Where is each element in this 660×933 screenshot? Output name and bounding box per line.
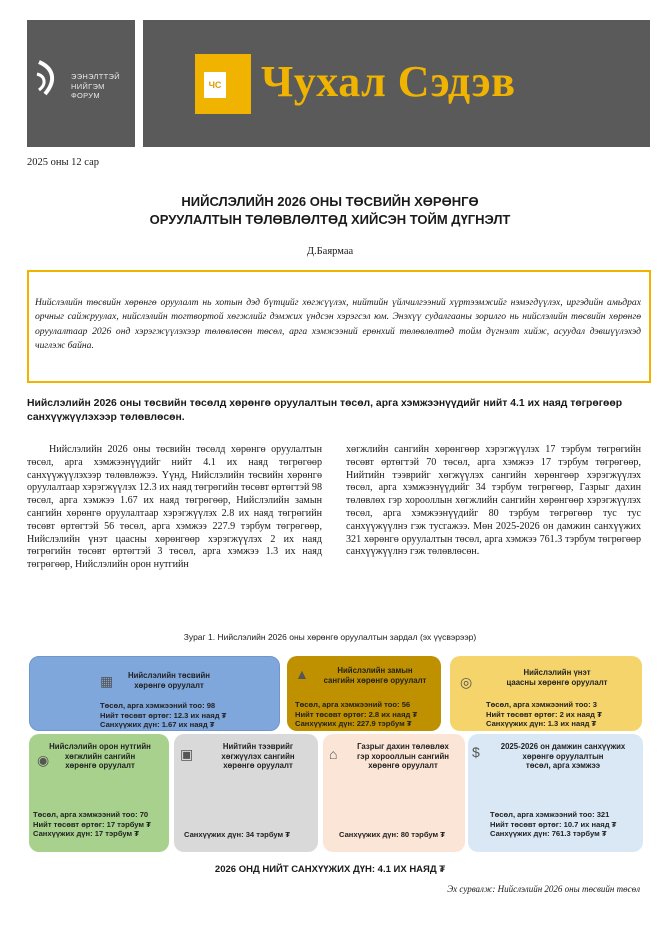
brand-badge-text: ЧС [204, 72, 226, 98]
box-road-fund-investment [287, 656, 441, 731]
author: Д.Баярмаа [306, 246, 354, 257]
box-securities-investment [450, 656, 642, 731]
body-column-right: хөгжлийн сангийн хөрөнгөөр хэрэгжүүлэх 17 тэрбум төгрөгийн төсөвт өртөгтэй 70 төсөл, арга хэмжээ 17 тэрбум төгрөгөөр, Нийтийн тээврийг хөгжүүлэх сангийн хөрөнгөөр хэрэгжүүлэх төсөл, арга хэмжээнүүдийг 34 тэрбум төгрөгөөр, Газрыг дахин төлөвлөх гэр хорооллын хөгжлийн сангийн хөрөнгөөр хэрэгжүүлэх төсөл, арга хэмжээнүүдийг 80 тэрбум төгрөгөөр тус тус санхүүжүүлнэ гэж тусгажээ. Мөн 2025-2026 он дамжин санхүүжих 321 хөрөнгө оруулалтын төсөл, арга хэмжээ 761.3 тэрбум төгрөгөөр санхүүжүүлнэ гэж төлөвлөсөн. [346, 444, 641, 558]
figure-caption: Зураг 1. Нийслэлийн 2026 оны хөрөнгө оруулалтын зардал (эх үүсвэрээр) [183, 632, 477, 642]
box-details: Төсөл, арга хэмжээний тоо: 321 Нийт төсөвт өртөг: 10.7 их наяд ₮ Санхүүжих дүн: 761.3 тэрбум ₮ [490, 810, 617, 839]
house-icon: ⌂ [329, 746, 338, 762]
location-icon: ◉ [37, 752, 50, 768]
forum-name: ЭЭНЭЛТТЭЙ НИЙГЭМ ФОРУМ [71, 72, 120, 100]
box-title: Нийслэлийн орон нутгийн хөгжлийн сангийн хөрөнгө оруулалт [49, 742, 151, 770]
box-details: Төсөл, арга хэмжээний тоо: 56 Нийт төсөвт өртөг: 2.8 их наяд ₮ Санхүүжих дүн: 227.9 тэрбум ₮ [295, 700, 418, 729]
box-details: Төсөл, арга хэмжээний тоо: 98 Нийт төсөвт өртөг: 12.3 их наяд ₮ Санхүүжих дүн: 1.67 их наяд ₮ [100, 701, 227, 730]
money-bag-icon: $ [472, 744, 480, 760]
forum-logo-panel [27, 20, 135, 147]
box-details: Төсөл, арга хэмжээний тоо: 3 Нийт төсөвт өртөг: 2 их наяд ₮ Санхүүжих дүн: 1.3 их наяд ₮ [486, 700, 602, 729]
bus-icon: ▣ [180, 746, 194, 762]
box-title: 2025-2026 он дамжин санхүүжих хөрөнгө оруулалтын төсөл, арга хэмжээ [500, 742, 626, 770]
box-multiyear-projects [468, 734, 643, 852]
brand-badge [195, 54, 251, 114]
source-note: Эх сурвалж: Нийслэлийн 2026 оны төсвийн төсөл [447, 884, 640, 894]
box-local-development-fund [29, 734, 169, 852]
coins-icon: ◎ [460, 674, 473, 690]
forum-logo-icon [35, 58, 61, 98]
box-title: Нийтийн тээврийг хөгжүүлэх сангийн хөрөнгө оруулалт [221, 742, 295, 770]
building-icon: ▦ [100, 673, 114, 689]
publication-date: 2025 оны 12 сар [27, 157, 99, 168]
abstract-box: Нийслэлийн төсвийн хөрөнгө оруулалт нь хотын дэд бүтцийг хөгжүүлэх, нийтийн үйлчилгээний хүртээмжийг нэмэгдүүлэх, иргэдийн амьдрах орчныг сайжруулах, нийслэлийн тогтвортой хөгжлийг дэмжих үндсэн хэрэгсэл юм. Энэхүү судалгааны зорилго нь нийслэлийн төсвийн хөрөнгө оруулалтаар 2026 онд хэрэгжүүлэхээр төлөвлөсөн төсөл, арга хэмжээний ерөнхий төлөвлөлтөд тойм дүгнэлт хийж, асуудал дэвшүүлэхэд чиглэж байна. [27, 270, 651, 383]
box-title: Нийслэлийн төсвийн хөрөнгө оруулалт [127, 671, 211, 690]
box-details: Төсөл, арга хэмжээний тоо: 70 Нийт төсөвт өртөг: 17 тэрбум ₮ Санхүүжих дүн: 17 тэрбум ₮ [33, 810, 151, 839]
box-details: Санхүүжих дүн: 80 тэрбум ₮ [339, 830, 445, 839]
brand-banner [143, 20, 650, 147]
box-title: Нийслэлийн замын сангийн хөрөнгө оруулалт [323, 666, 427, 685]
box-details: Санхүүжих дүн: 34 тэрбум ₮ [184, 830, 290, 839]
box-public-transport-fund [174, 734, 318, 852]
road-icon: ▲ [295, 666, 309, 682]
brand-title: Чухал Сэдэв [261, 57, 516, 106]
lead-paragraph: Нийслэлийн 2026 оны төсвийн төсөлд хөрөнгө оруулалтын төсөл, арга хэмжээнүүдийг нийт 4.1 их наяд төгрөгөөр санхүүжүүлэхээр төлөвлөсөн. [27, 398, 623, 423]
body-column-left: Нийслэлийн 2026 оны төсвийн төсөлд хөрөнгө оруулалтын төсөл, арга хэмжээнүүдийг нийт 4.1 их наяд төгрөгөөр санхүүжүүлэхээр төлөвлөжээ. Үүнд, Нийслэлийн төсвийн хөрөнгө оруулалтаар хэрэгжүүлэх 12.3 их наяд төгрөгийн төсөвт өртөгтэй 98 төсөл, арга хэмжээ 1.67 их наяд төгрөгөөр, Нийслэлийн замын сангийн хөрөнгө оруулалтаар хэрэгжүүлэх 2.8 их наяд төгрөгийн төсөвт өртөгтэй 56 төсөл, арга хэмжээ 227.9 тэрбум төгрөгөөр, Нийслэлийн үнэт цаасны хөрөнгөөр хэрэгжүүлэх 2 их наяд төгрөгийн төсөвт өртөгтэй 3 төсөл, арга хэмжээ 1.3 их наяд төгрөгөөр, Нийслэлийн орон нутгийн [27, 444, 322, 571]
box-city-budget-investment [29, 656, 280, 731]
box-title: Нийслэлийн үнэт цаасны хөрөнгө оруулалт [506, 668, 608, 687]
box-ger-district-fund [323, 734, 465, 852]
document-title: НИЙСЛЭЛИЙН 2026 ОНЫ ТӨСВИЙН ХӨРӨНГӨ ОРУУЛАЛТЫН ТӨЛӨВЛӨЛТӨД ХИЙСЭН ТОЙМ ДҮГНЭЛТ [149, 194, 511, 227]
box-title: Газрыг дахин төлөвлөх гэр хорооллын сангийн хөрөнгө оруулалт [357, 742, 449, 770]
total-funding: 2026 ОНД НИЙТ САНХҮҮЖИХ ДҮН: 4.1 ИХ НАЯД ₮ [214, 864, 446, 875]
